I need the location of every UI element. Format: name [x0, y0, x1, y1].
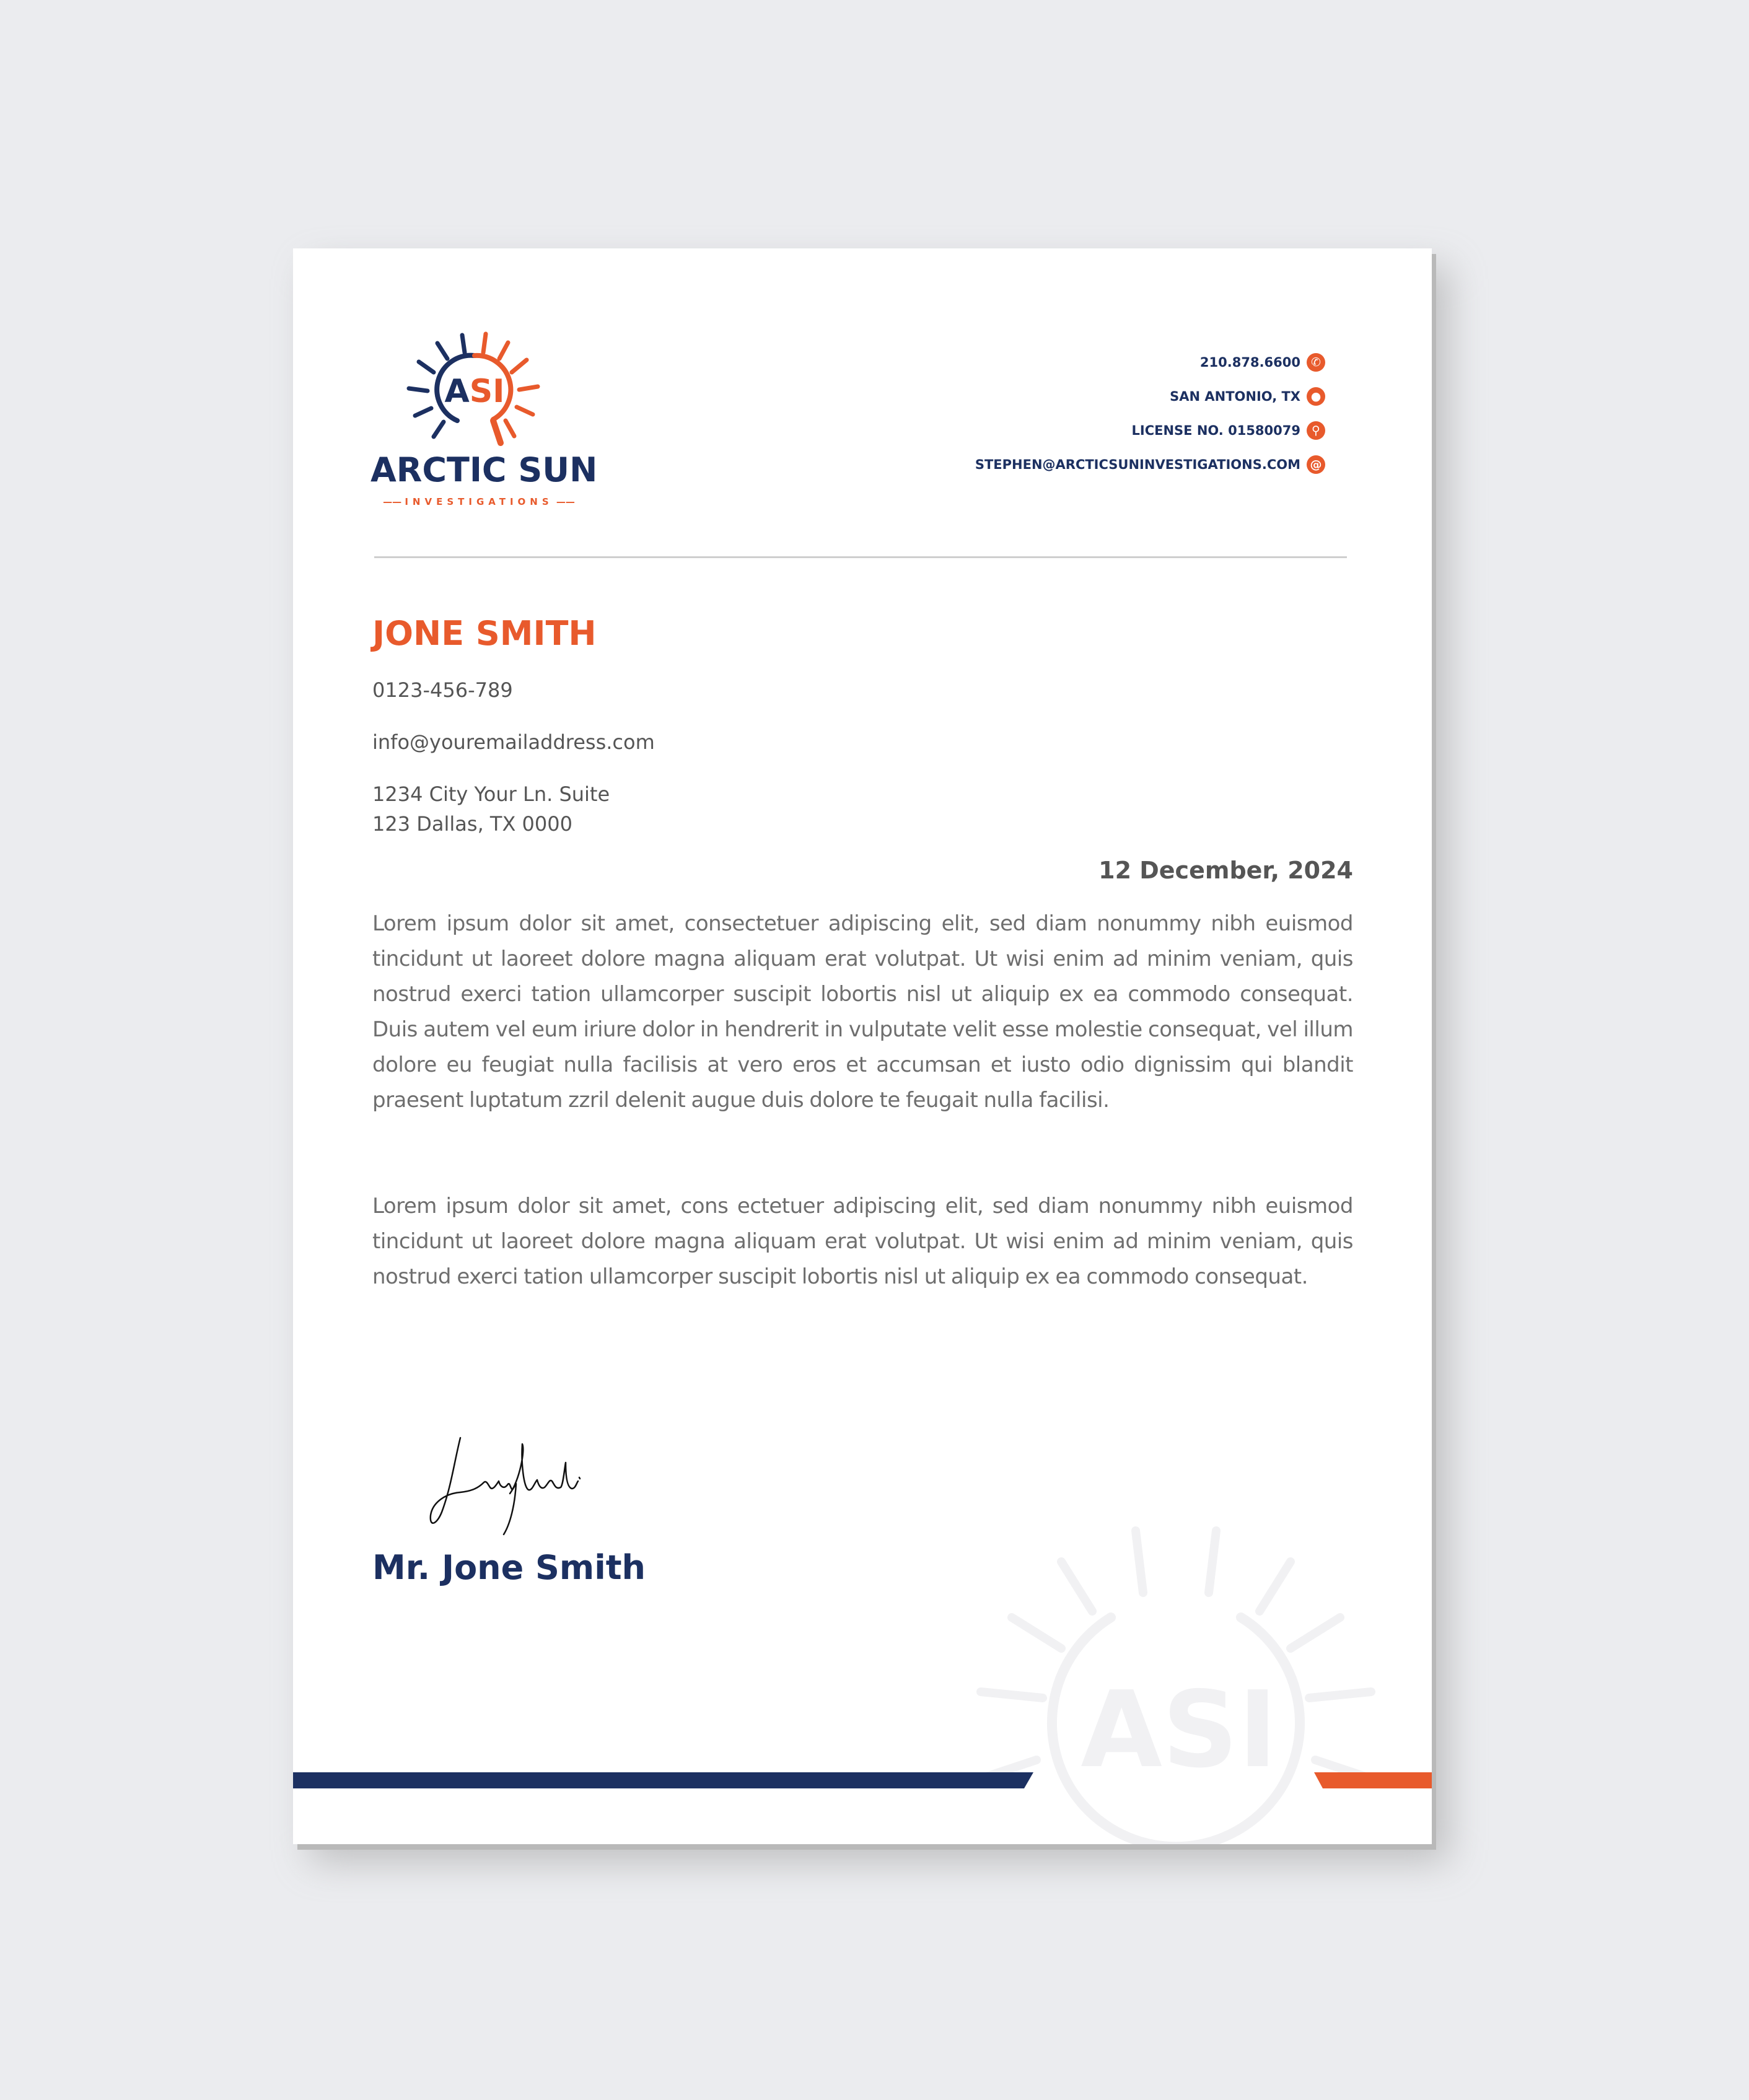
recipient-address-line2: 123 Dallas, TX 0000 [372, 812, 572, 836]
contact-location [768, 388, 1325, 405]
company-name: ARCTIC SUN [370, 450, 598, 489]
recipient-email: info@youremailaddress.com [372, 730, 655, 754]
location-text: SAN ANTONIO, TX [1170, 389, 1300, 404]
license-icon: ⚲ [1307, 421, 1325, 440]
body-paragraph-2: Lorem ipsum dolor sit amet, cons ectetuer adipiscing elit, sed diam nonummy nibh euismod tincidunt ut laoreet dolore magna aliquam erat volutpat. Ut wisi enim ad minim veniam, quis nostrud exerci tation ullamcorper suscipit lobortis nisl ut aliquip ex ea commodo consequat. [372, 1194, 1353, 1289]
footer-bar-orange [1314, 1772, 1432, 1788]
contact-email [768, 456, 1325, 473]
footer-bar-navy [293, 1772, 1033, 1788]
phone-icon: ✆ [1307, 353, 1325, 372]
at-sign-icon: @ [1307, 455, 1325, 474]
sun-watermark-icon [944, 1518, 1432, 1844]
contact-phone [768, 354, 1325, 371]
footer-accent-bars [293, 1772, 1432, 1791]
letterhead-page [293, 248, 1432, 1844]
recipient-address-line1: 1234 City Your Ln. Suite [372, 782, 610, 806]
company-logo [370, 315, 598, 507]
license-text: LICENSE NO. 01580079 [1131, 423, 1300, 438]
contact-details [768, 354, 1325, 490]
email-text[interactable]: STEPHEN@ARCTICSUNINVESTIGATIONS.COM [975, 457, 1300, 472]
letter-date: 12 December, 2024 [1098, 857, 1353, 884]
signer-name: Mr. Jone Smith [372, 1548, 646, 1587]
logo-monogram: ASI [444, 373, 505, 410]
recipient-phone: 0123-456-789 [372, 678, 513, 702]
header-divider [374, 556, 1347, 558]
handwritten-signature [417, 1425, 603, 1543]
recipient-name: JONE SMITH [372, 614, 597, 653]
sun-magnifier-icon [370, 315, 587, 458]
location-pin-icon: ● [1307, 387, 1325, 406]
watermark-monogram: ASI [1081, 1669, 1278, 1792]
company-tagline: —— INVESTIGATIONS —— [383, 496, 575, 507]
body-paragraph-1: Lorem ipsum dolor sit amet, consectetuer adipiscing elit, sed diam nonummy nibh euismod tincidunt ut laoreet dolore magna aliquam erat volutpat. Ut wisi enim ad minim veniam, quis nostrud exerci tation ullamcorper suscipit lobortis nisl ut aliquip ex ea commodo consequat. Duis autem vel eum iriure dolor in hendrerit in vulputate velit esse molestie consequat, vel illum dolore eu feugiat nulla facilisis at vero eros et accumsan et iusto odio dignissim qui blandit praesent luptatum zzril delenit augue duis dolore te feugait nulla facilisi. [372, 911, 1353, 1113]
contact-license [768, 422, 1325, 439]
phone-text[interactable]: 210.878.6600 [1199, 355, 1300, 370]
